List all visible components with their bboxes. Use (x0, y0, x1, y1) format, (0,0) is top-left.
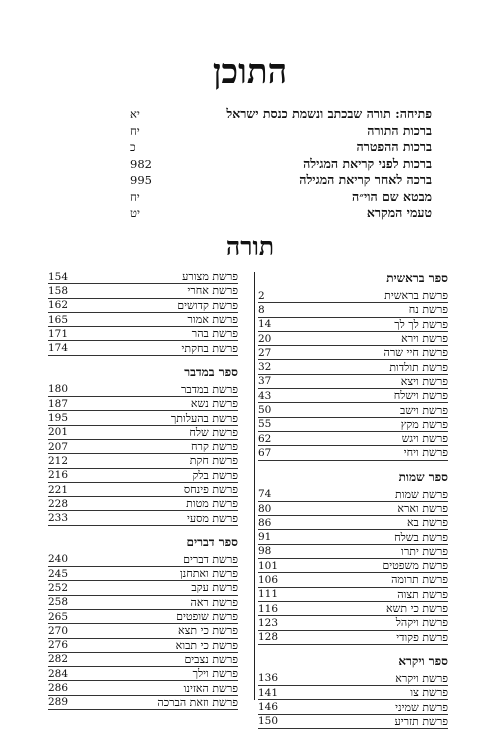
toc-entry-name: פרשת פקודי (396, 630, 448, 644)
toc-entry-name: פרשת וישלח (393, 389, 448, 403)
toc-entry[interactable] (258, 559, 448, 573)
toc-entry[interactable] (48, 511, 238, 525)
toc-entry[interactable] (48, 284, 238, 298)
toc-entry-name: פרשת צו (410, 686, 448, 700)
toc-entry-name: פרשת ויקרא (395, 671, 448, 685)
toc-entry-page: 98 (258, 545, 272, 558)
toc-entry-page: 245 (48, 567, 69, 580)
toc-entry-page: 212 (48, 454, 69, 467)
toc-entry[interactable] (48, 426, 238, 440)
toc-entry-name: פרשת דברים (183, 552, 238, 566)
toc-entry-page: 201 (48, 426, 69, 439)
toc-entry-name: פרשת פינחס (183, 483, 238, 496)
intro-item-page: 982 (130, 156, 152, 171)
toc-entry[interactable] (258, 332, 448, 346)
toc-entry-name: פרשת קדושים (177, 298, 238, 312)
toc-entry[interactable] (258, 616, 448, 630)
toc-entry[interactable] (258, 516, 448, 530)
toc-entry[interactable] (258, 346, 448, 360)
toc-entry[interactable] (258, 360, 448, 374)
toc-entry-name: פרשת תרומה (391, 573, 448, 587)
toc-entry-page: 67 (258, 446, 272, 459)
intro-item-page: יא (130, 107, 140, 122)
toc-entry-page: 106 (258, 573, 279, 586)
toc-entry-page: 286 (48, 682, 69, 695)
toc-entry-name: פרשת שלח (189, 425, 238, 439)
toc-entry-page: 50 (258, 404, 272, 417)
toc-entry-name: פרשת בהעלותך (170, 411, 238, 425)
toc-entry[interactable] (48, 411, 238, 425)
toc-entry[interactable] (48, 581, 238, 595)
toc-entry[interactable] (258, 545, 448, 559)
intro-item-page: יט (130, 206, 140, 221)
toc-entry-page: 111 (258, 588, 279, 601)
book-header: ספר דברים (186, 534, 238, 549)
toc-entry-name: פרשת בא (406, 516, 448, 530)
toc-entry-name: פרשת אחרי (187, 284, 238, 298)
toc-entry[interactable] (48, 497, 238, 511)
toc-entry-name: פרשת ויגש (401, 432, 448, 446)
toc-entry-name: פרשת בחקתי (181, 341, 238, 355)
toc-entry[interactable] (258, 672, 448, 686)
toc-entry-page: 128 (258, 631, 279, 644)
toc-entry-name: פרשת חקת (189, 454, 238, 468)
toc-entry-name: פרשת ראה (190, 595, 238, 609)
toc-entry-page: 37 (258, 375, 272, 388)
toc-entry-name: פרשת חיי שרה (383, 346, 448, 360)
toc-entry-page: 252 (48, 581, 69, 594)
toc-entry-page: 265 (48, 610, 69, 623)
toc-entry-page: 276 (48, 639, 69, 652)
toc-entry[interactable] (48, 553, 238, 567)
toc-entry-name: פרשת בהר (191, 327, 238, 341)
toc-entry[interactable] (258, 418, 448, 432)
toc-entry-page: 14 (258, 318, 272, 331)
toc-entry[interactable] (48, 469, 238, 483)
toc-entry[interactable] (48, 639, 238, 653)
toc-entry-page: 62 (258, 432, 272, 445)
intro-item-page: כ (130, 140, 136, 155)
toc-entry-page: 74 (258, 488, 272, 501)
toc-entry-name: פרשת ואתחנן (179, 567, 238, 581)
toc-entry-page: 101 (258, 559, 279, 572)
toc-entry-name: פרשת מסעי (186, 511, 238, 525)
toc-entry-name: פרשת שמיני (395, 700, 448, 714)
intro-item-page: 995 (130, 173, 152, 188)
toc-entry[interactable] (258, 375, 448, 389)
toc-entry[interactable] (48, 667, 238, 681)
toc-entry-name: פרשת ויקהל (395, 616, 448, 630)
toc-entry[interactable] (48, 397, 238, 411)
book-header: ספר בראשית (386, 271, 448, 285)
toc-entry-page: 282 (48, 653, 69, 666)
intro-item[interactable] (130, 106, 432, 123)
toc-entry-page: 165 (48, 313, 69, 326)
toc-entry[interactable] (258, 573, 448, 587)
book-header: ספר במדבר (184, 364, 238, 379)
toc-entry[interactable] (258, 588, 448, 602)
book-header: ספר שמות (398, 469, 448, 484)
toc-entry-page: 154 (48, 270, 69, 283)
toc-entry-page: 162 (48, 299, 69, 312)
toc-entry-page: 174 (48, 342, 69, 355)
intro-item-label: טעמי המקרא (366, 205, 432, 221)
intro-item-label: ברכות לפני קריאת המגילה (303, 155, 432, 171)
section-title: תורה (225, 232, 275, 261)
toc-entry-page: 80 (258, 502, 272, 515)
toc-entry-name: פרשת מטות (186, 497, 238, 511)
intro-item[interactable] (130, 205, 432, 222)
intro-item[interactable] (130, 172, 432, 189)
toc-entry-page: 91 (258, 531, 272, 544)
toc-entry-name: פרשת שמות (395, 487, 448, 501)
toc-entry[interactable] (258, 446, 448, 460)
toc-entry[interactable] (48, 653, 238, 667)
toc-entry-page: 233 (48, 512, 69, 525)
toc-entry-page: 136 (258, 672, 279, 685)
toc-entry[interactable] (48, 696, 238, 710)
toc-entry-name: פרשת ויצא (400, 374, 448, 388)
toc-entry-name: פרשת לך לך (394, 317, 448, 331)
intro-item-page: יח (130, 123, 140, 138)
toc-entry[interactable] (48, 681, 238, 695)
toc-entry-name: פרשת וזאת הברכה (157, 695, 238, 709)
intro-item-label: פתיחה: תורה שבכתב ונשמת כנסת ישראל (226, 106, 432, 122)
toc-entry-name: פרשת וארא (397, 502, 448, 515)
intro-item-label: ברכות התורה (367, 122, 432, 138)
intro-item[interactable] (130, 123, 432, 140)
toc-entry-page: 284 (48, 667, 69, 680)
intro-item-label: ברכה לאחר קריאת המגילה (299, 172, 432, 188)
intro-item-label: מבטא שם הוי״ה (352, 188, 432, 204)
toc-entry[interactable] (48, 567, 238, 581)
toc-entry-page: 270 (48, 624, 69, 637)
toc-entry-page: 187 (48, 397, 69, 410)
toc-entry-name: פרשת תזריע (394, 714, 448, 728)
toc-entry[interactable] (258, 686, 448, 700)
toc-entry[interactable] (48, 624, 238, 638)
toc-entry-name: פרשת נח (408, 303, 448, 317)
toc-entry-page: 86 (258, 516, 272, 529)
intro-item-label: ברכות ההפטרה (356, 139, 432, 155)
toc-entry-name: פרשת בשלח (394, 530, 448, 544)
toc-entry[interactable] (258, 631, 448, 645)
toc-entry-page: 55 (258, 418, 272, 431)
toc-entry-page: 221 (48, 483, 69, 496)
toc-entry-page: 43 (258, 389, 272, 402)
toc-entry[interactable] (48, 596, 238, 610)
toc-entry[interactable] (48, 299, 238, 313)
book-header: ספר ויקרא (398, 653, 448, 668)
toc-entry-name: פרשת נצבים (184, 652, 238, 666)
toc-entry-page: 171 (48, 327, 69, 340)
toc-entry-name: פרשת קרח (191, 440, 238, 454)
toc-entry-name: פרשת תולדות (389, 360, 448, 374)
toc-entry-name: פרשת וישב (400, 403, 448, 417)
toc-entry[interactable] (48, 270, 238, 284)
toc-entry-name: פרשת כי תשא (385, 602, 448, 616)
toc-entry-page: 258 (48, 596, 69, 609)
toc-entry-name: פרשת מצורע (182, 270, 238, 284)
toc-entry[interactable] (258, 289, 448, 303)
page-title: התוכן (212, 52, 288, 92)
toc-entry-name: פרשת ויחי (403, 446, 448, 460)
intro-item[interactable] (130, 139, 432, 156)
toc-entry-page: 20 (258, 332, 272, 345)
column-divider (254, 272, 255, 700)
toc-entry[interactable] (258, 432, 448, 446)
toc-entry[interactable] (258, 715, 448, 729)
intro-item[interactable] (130, 156, 432, 173)
toc-entry-page: 240 (48, 553, 69, 566)
toc-entry-name: פרשת במדבר (181, 382, 238, 396)
toc-entry[interactable] (258, 602, 448, 616)
toc-entry-page: 289 (48, 696, 69, 709)
toc-entry-name: פרשת האזינו (183, 681, 238, 695)
toc-entry-page: 123 (258, 616, 279, 629)
toc-entry-page: 216 (48, 469, 69, 482)
toc-entry[interactable] (48, 483, 238, 497)
toc-column-left (48, 270, 238, 710)
toc-entry[interactable] (258, 488, 448, 502)
toc-entry-page: 207 (48, 440, 69, 453)
toc-entry-page: 158 (48, 284, 69, 297)
toc-entry-page: 195 (48, 412, 69, 425)
toc-entry[interactable] (258, 403, 448, 417)
toc-entry-name: פרשת וילך (192, 667, 238, 681)
toc-entry-name: פרשת שופטים (176, 610, 238, 624)
toc-entry-name: פרשת מקץ (400, 417, 448, 431)
toc-entry-page: 150 (258, 715, 279, 728)
toc-column-right (258, 270, 448, 729)
toc-entry[interactable] (48, 610, 238, 624)
toc-entry[interactable] (48, 313, 238, 327)
toc-entry[interactable] (258, 700, 448, 714)
toc-entry-page: 2 (258, 289, 265, 302)
toc-entry-page: 141 (258, 686, 279, 699)
toc-entry-page: 228 (48, 497, 69, 510)
toc-entry-name: פרשת תצוה (397, 587, 448, 601)
intro-list (130, 106, 432, 222)
toc-entry-page: 146 (258, 701, 279, 714)
toc-entry-name: פרשת בלק (192, 468, 238, 482)
toc-entry-name: פרשת כי תבוא (175, 638, 238, 652)
toc-entry[interactable] (258, 318, 448, 332)
toc-entry-name: פרשת כי תצא (178, 624, 238, 638)
toc-entry[interactable] (48, 383, 238, 397)
intro-item-page: יח (130, 189, 140, 204)
toc-entry[interactable] (48, 454, 238, 468)
toc-entry-name: פרשת נשא (190, 397, 238, 411)
toc-entry[interactable] (258, 530, 448, 544)
toc-entry[interactable] (258, 303, 448, 317)
intro-item[interactable] (130, 189, 432, 206)
toc-entry-name: פרשת בראשית (384, 289, 448, 303)
toc-entry-name: פרשת וירא (401, 332, 448, 346)
toc-entry-page: 116 (258, 602, 279, 615)
toc-entry[interactable] (258, 502, 448, 516)
toc-entry-name: פרשת אמור (187, 313, 238, 327)
toc-entry-page: 180 (48, 383, 69, 396)
toc-entry-name: פרשת משפטים (382, 559, 448, 573)
toc-entry-page: 27 (258, 346, 272, 359)
toc-entry-name: פרשת יתרו (401, 544, 448, 558)
toc-entry-page: 32 (258, 361, 272, 374)
toc-entry[interactable] (48, 341, 238, 355)
toc-entry[interactable] (48, 327, 238, 341)
toc-entry-name: פרשת עקב (191, 581, 238, 595)
toc-entry[interactable] (258, 389, 448, 403)
toc-entry-page: 8 (258, 303, 265, 316)
toc-entry[interactable] (48, 440, 238, 454)
